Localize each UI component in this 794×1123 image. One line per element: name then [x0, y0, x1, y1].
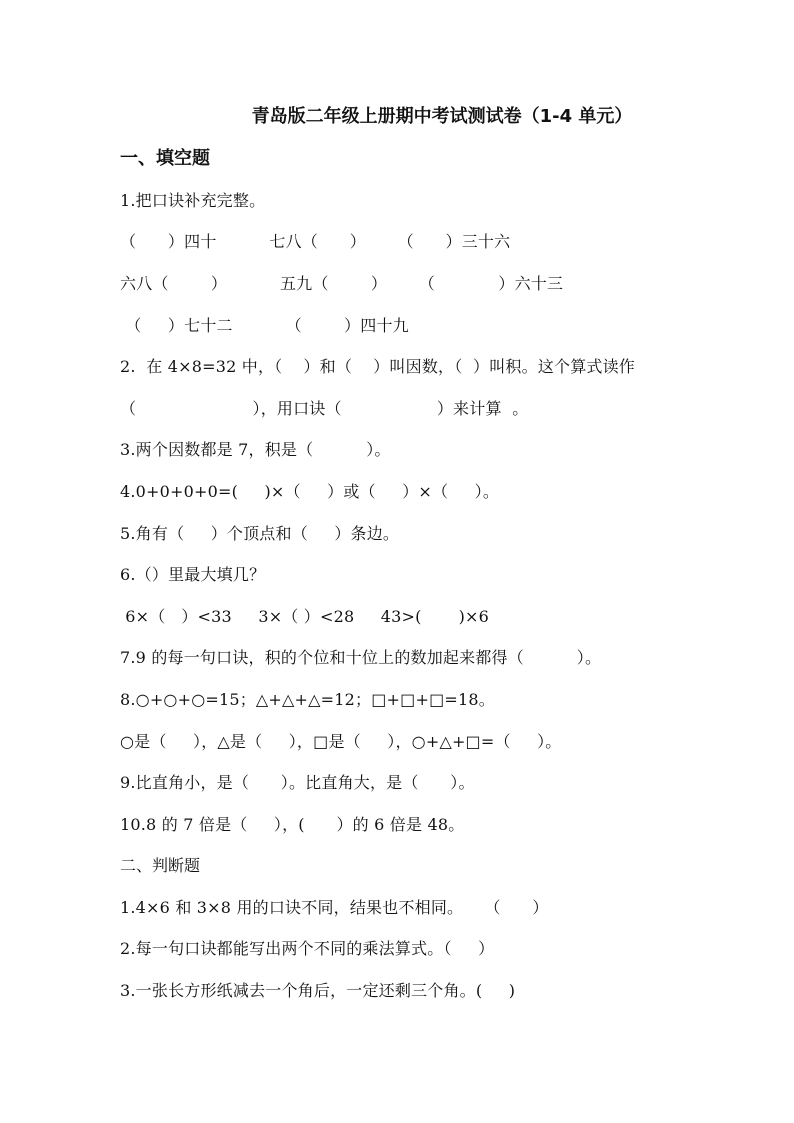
question-line: 5.角有（ ）个顶点和（ ）条边。 [120, 524, 400, 543]
section-heading-true-false: 二、判断题 [120, 856, 201, 875]
question-line: 6×（ ）<33 3×（ ）<28 43>( )×6 [120, 607, 490, 626]
question-line: 4.0+0+0+0=( )×（ ）或（ ）×（ ）。 [120, 482, 500, 501]
question-line: 6.（）里最大填几？ [120, 565, 266, 584]
question-line: 7.9 的每一句口诀，积的个位和十位上的数加起来都得（ ）。 [120, 648, 602, 667]
question-line: （ ）四十 七八（ ） （ ）三十六 [120, 232, 511, 251]
question-line: 2.每一句口诀都能写出两个不同的乘法算式。（ ） [120, 939, 495, 958]
question-line: 9.比直角小，是（ ）。比直角大，是（ ）。 [120, 773, 475, 792]
question-line: 2. 在 4×8=32 中，（ ）和（ ）叫因数，（ ）叫积。这个算式读作 [120, 357, 636, 376]
question-line: 3.两个因数都是 7，积是（ ）。 [120, 440, 391, 459]
page-title: 青岛版二年级上册期中考试测试卷（1-4 单元） [251, 106, 633, 127]
section-heading-fill-blank: 一、填空题 [120, 148, 210, 169]
question-line: 8.○+○+○=15；△+△+△=12；□+□+□=18。 [120, 690, 495, 709]
question-line: ○是（ ），△是（ ），□是（ ），○+△+□=（ ）。 [120, 732, 562, 751]
question-line: 六八（ ） 五九（ ） （ ）六十三 [120, 274, 564, 293]
question-line: （ ），用口诀（ ）来计算 。 [120, 399, 529, 418]
question-line: 3.一张长方形纸减去一个角后，一定还剩三个角。( ) [120, 981, 516, 1000]
question-line: （ ）七十二 （ ）四十九 [120, 316, 409, 335]
question-line: 1.把口诀补充完整。 [120, 191, 266, 210]
question-line: 1.4×6 和 3×8 用的口诀不同，结果也不相同。 （ ） [120, 898, 549, 917]
question-line: 10.8 的 7 倍是（ ），( ）的 6 倍是 48。 [120, 815, 465, 834]
